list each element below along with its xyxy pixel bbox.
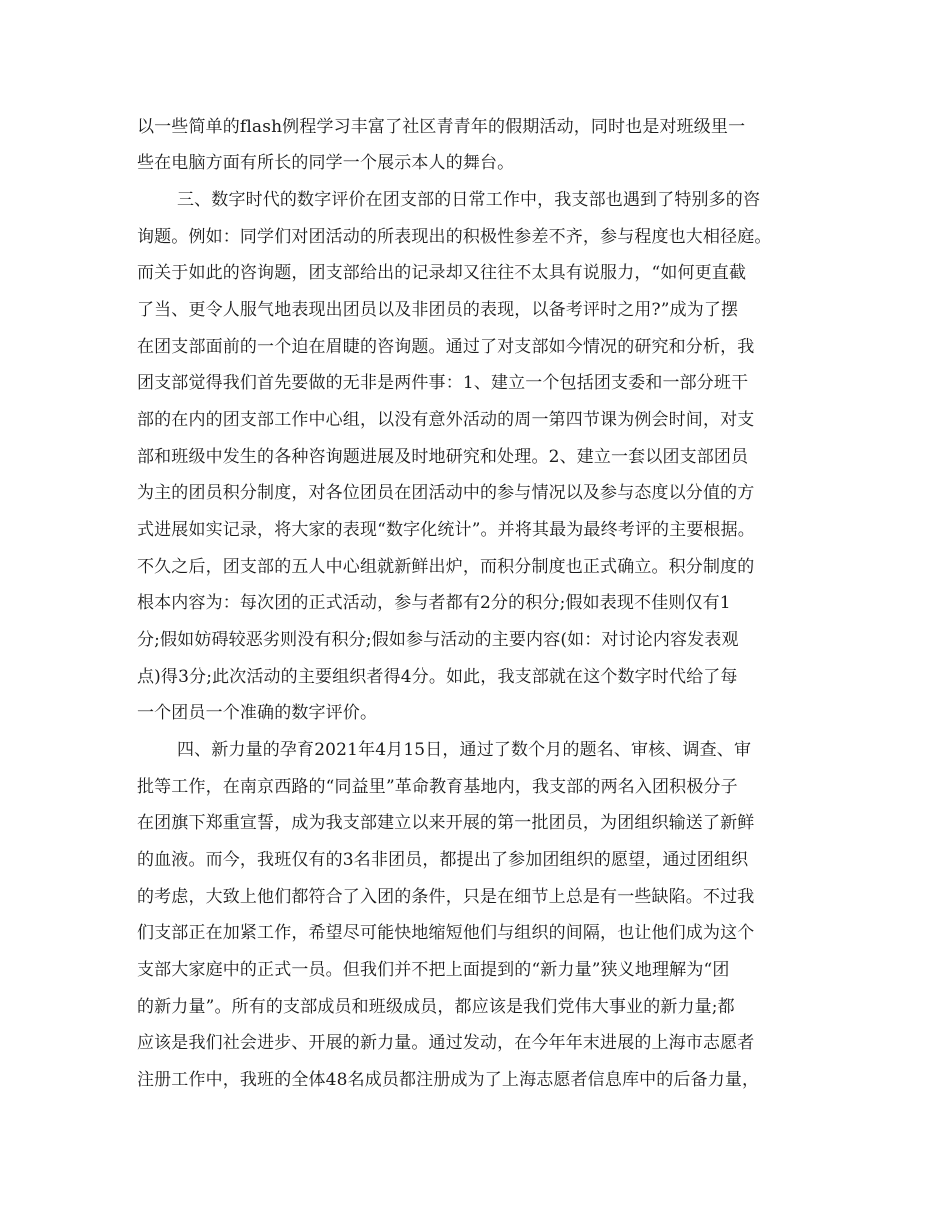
text-line: 批等工作，在南京西路的“同益里”革命教育基地内，我支部的两名入团积极分子 xyxy=(137,777,738,797)
text-line: 的血液。而今，我班仅有的3名非团员，都提出了参加团组织的愿望，通过团组织 xyxy=(137,850,749,870)
text-line: 分;假如妨碍较恶劣则没有积分;假如参与活动的主要内容(如：对讨论内容发表观 xyxy=(137,630,739,650)
text-line: 的新力量”。所有的支部成员和班级成员，都应该是我们党伟大事业的新力量;都 xyxy=(137,997,735,1017)
text-line: 部和班级中发生的各种咨询题进展及时地研究和处理。2、建立一套以团支部团员 xyxy=(137,447,749,467)
text-line: 在团支部面前的一个迫在眉睫的咨询题。通过了对支部如今情况的研究和分析，我 xyxy=(137,337,755,357)
text-line: 了当、更令人服气地表现出团员以及非团员的表现，以备考评时之用?”成为了摆 xyxy=(137,300,739,320)
text-line: 部的在内的团支部工作中心组，以没有意外活动的周一第四节课为例会时间，对支 xyxy=(137,410,755,430)
text-line: 四、新力量的孕育2021年4月15日，通过了数个月的题名、审核、调查、审 xyxy=(177,740,752,760)
text-line: 根本内容为：每次团的正式活动，参与者都有2分的积分;假如表现不佳则仅有1 xyxy=(137,593,731,613)
text-line: 而关于如此的咨询题，团支部给出的记录却又往往不太具有说服力，“如何更直截 xyxy=(137,263,747,283)
text-line: 们支部正在加紧工作，希望尽可能快地缩短他们与组织的间隔，也让他们成为这个 xyxy=(137,923,755,943)
text-line: 一个团员一个准确的数字评价。 xyxy=(137,703,378,723)
text-line: 式进展如实记录，将大家的表现“数字化统计”。并将其最为最终考评的主要根据。 xyxy=(137,520,755,540)
text-line: 些在电脑方面有所长的同学一个展示本人的舞台。 xyxy=(137,153,515,173)
text-line: 在团旗下郑重宣誓，成为我支部建立以来开展的第一批团员，为团组织输送了新鲜 xyxy=(137,813,755,833)
text-line: 应该是我们社会进步、开展的新力量。通过发动，在今年年末进展的上海市志愿者 xyxy=(137,1033,755,1053)
text-line: 三、数字时代的数字评价在团支部的日常工作中，我支部也遇到了特别多的咨 xyxy=(177,190,761,210)
text-line: 以一些简单的flash例程学习丰富了社区青青年的假期活动，同时也是对班级里一 xyxy=(137,117,746,137)
text-line: 支部大家庭中的正式一员。但我们并不把上面提到的“新力量”狭义地理解为“团 xyxy=(137,960,730,980)
text-line: 团支部觉得我们首先要做的无非是两件事：1、建立一个包括团支委和一部分班干 xyxy=(137,373,749,393)
text-line: 不久之后，团支部的五人中心组就新鲜出炉，而积分制度也正式确立。积分制度的 xyxy=(137,557,755,577)
text-line: 的考虑，大致上他们都符合了入团的条件，只是在细节上总是有一些缺陷。不过我 xyxy=(137,887,755,907)
text-line: 点)得3分;此次活动的主要组织者得4分。如此，我支部就在这个数字时代给了每 xyxy=(137,667,738,687)
text-line: 询题。例如：同学们对团活动的所表现出的积极性参差不齐，参与程度也大相径庭。 xyxy=(137,227,772,247)
text-line: 为主的团员积分制度，对各位团员在团活动中的参与情况以及参与态度以分值的方 xyxy=(137,483,755,503)
text-line: 注册工作中，我班的全体48名成员都注册成为了上海志愿者信息库中的后备力量， xyxy=(137,1070,760,1090)
